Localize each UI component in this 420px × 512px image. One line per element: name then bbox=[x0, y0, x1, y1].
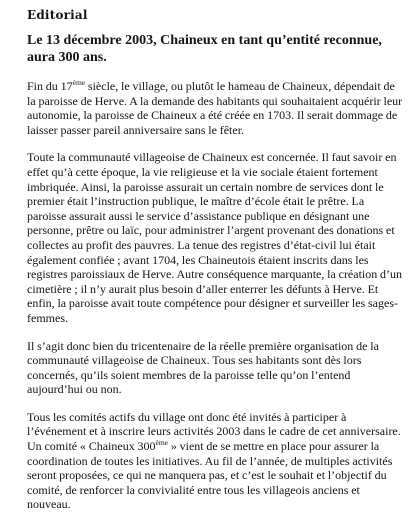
page-title: Le 13 décembre 2003, Chaineux en tant qu’entité reconnue, aura 300 ans. bbox=[27, 33, 382, 65]
paragraph-text: siècle, le village, ou plutôt le hameau de Chaineux, dépendait de la paroisse de Herve. A la demande des habitants qui souhaitaient acquérir leur autonomie, la paroisse de Chaineux a été créée en 1703. Il serait dommage de laisser passer pareil anniversaire sans le fêter. bbox=[27, 79, 403, 137]
paragraph-text: Tous les comités actifs du village ont donc été invités à participer à l’événement et à inscrire leurs activités 2003 dans le cadre de cet anniversaire. Un comité « Chaineux 300 bbox=[27, 409, 401, 454]
paragraph-text: » vient de se mettre en place pour assurer la coordination de toutes les initiatives. Au fil de l’année, de multiples activités seront proposées, ce qui ne manquera pas, et c’est le souhait et l’objectif du comité, de renforcer la convivialité entre tous les villageois anciens et nouveau. bbox=[27, 439, 393, 512]
section-kicker: Editorial bbox=[27, 8, 88, 22]
paragraph-text: Toute la communauté villageoise de Chaineux est concernée. Il faut savoir en effet qu’à cette époque, la vie religieuse et la vie sociale étaient fortement imbriquée. Ainsi, la paroisse assurait un certain nombre de services dont le premier était l’instruction publique, le maître d’école était le prêtre. La paroisse assurait aussi le service d’assistance publique en désignant une personne, prêtre ou laïc, pour administrer l’argent provenant des donations et collectes au profit des pauvres. La tenue des registres d’état-civil lui était également confiée ; avant 1704, les Chaineutois étaient inscrits dans les registres paroissiaux de Herve. Autre conséquence marquante, la création d’un cimetière ; il n’y aurait plus besoin d’aller enterrer les défunts à Herve. Et enfin, la paroisse avait toute compétence pour désigner et surveiller les sages-femmes. bbox=[27, 150, 403, 325]
paragraph-4 bbox=[27, 410, 406, 512]
paragraph-2 bbox=[27, 150, 406, 325]
ordinal-superscript: ème bbox=[72, 78, 86, 87]
paragraph-text: Fin du 17 bbox=[27, 79, 73, 93]
ordinal-superscript: ème bbox=[155, 438, 169, 448]
paragraph-3 bbox=[27, 339, 406, 397]
paragraph-text: Il s’agit donc bien du tricentenaire de la réelle première organisation de la communauté villageoise de Chaineux. Tous ses habitants sont dès lors concernés, qu’ils soient membres de la paroisse telle qu’on l’entend aujourd’hui ou non. bbox=[27, 338, 379, 397]
article-body bbox=[27, 79, 406, 512]
paragraph-1 bbox=[27, 79, 406, 137]
